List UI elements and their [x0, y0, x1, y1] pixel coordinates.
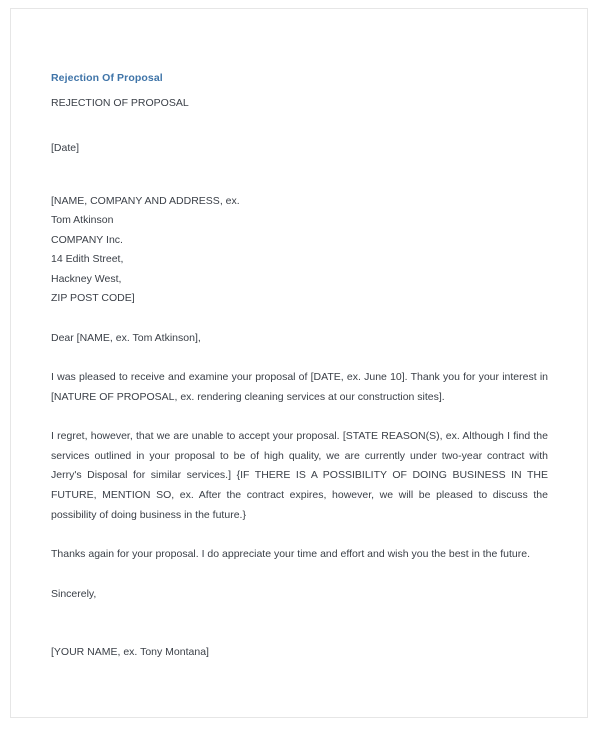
recipient-address-block	[51, 192, 548, 309]
date-placeholder: [Date]	[51, 142, 80, 154]
address-line: Hackney West,	[51, 272, 122, 285]
spacer	[51, 407, 548, 427]
body-paragraph-1: I was pleased to receive and examine your proposal of [DATE, ex. June 10]. Thank you for your interest in [NATURE OF PROPOSAL, ex. rendering cleaning services at our construction sites].	[51, 371, 548, 403]
spacer	[51, 525, 548, 545]
signature-name-placeholder: [YOUR NAME, ex. Tony Montana]	[51, 646, 209, 659]
address-line: [NAME, COMPANY AND ADDRESS, ex.	[51, 194, 240, 207]
spacer	[51, 348, 548, 368]
spacer	[51, 565, 548, 585]
body-paragraph-2: I regret, however, that we are unable to accept your proposal. [STATE REASON(S), ex. Although I find the services outlined in your proposal to be of high quality, we are currently under two-year contract with Jerry's Disposal for similar services.] {IF THERE IS A POSSIBILITY OF DOING BUSINESS IN THE FUTURE, MENTION SO, ex. After the contract expires, however, we will be pleased to discuss the possibility of doing business in the future.}	[51, 430, 548, 521]
address-line: Tom Atkinson	[51, 214, 114, 226]
spacer	[51, 159, 548, 192]
document-page	[10, 8, 588, 718]
letter-subject-heading: REJECTION OF PROPOSAL	[51, 97, 189, 109]
body-paragraph-3: Thanks again for your proposal. I do appreciate your time and effort and wish you the best in the future.	[51, 548, 531, 561]
address-line: COMPANY Inc.	[51, 233, 123, 246]
salutation: Dear [NAME, ex. Tom Atkinson],	[51, 331, 201, 344]
spacer	[51, 309, 548, 329]
spacer	[51, 111, 548, 139]
signature-space	[51, 604, 548, 643]
page-title: Rejection Of Proposal	[51, 72, 163, 84]
address-line: 14 Edith Street,	[51, 253, 124, 265]
address-line: ZIP POST CODE]	[51, 292, 135, 304]
closing-salutation: Sincerely,	[51, 587, 97, 600]
letter-content	[51, 71, 548, 663]
